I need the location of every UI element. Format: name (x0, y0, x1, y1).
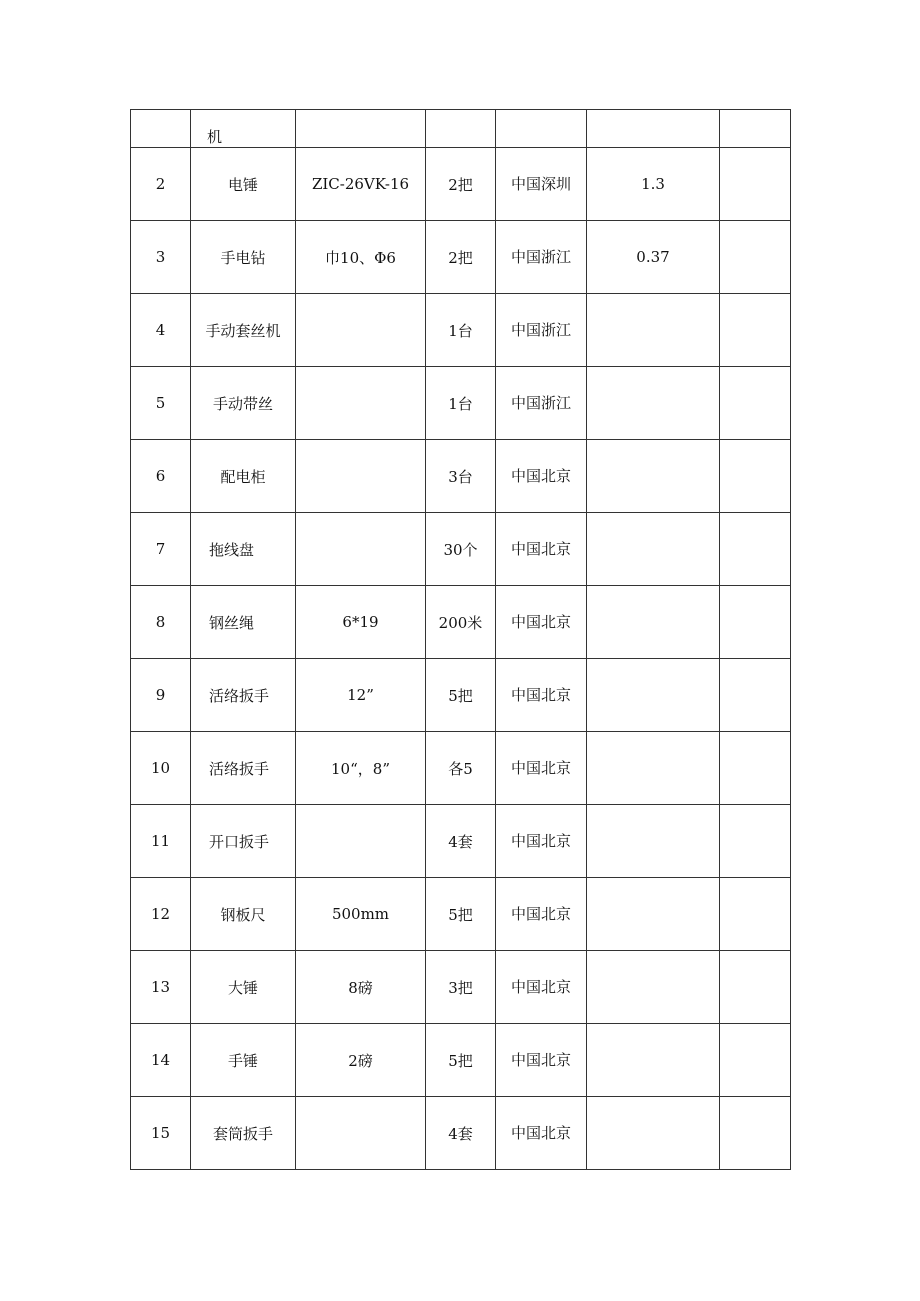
cell-power (587, 110, 720, 148)
cell-spec (296, 440, 426, 513)
cell-origin: 中国深圳 (496, 148, 587, 221)
cell-name: 钢丝绳 (191, 586, 296, 659)
cell-spec: 10“，8” (296, 732, 426, 805)
cell-note (720, 221, 791, 294)
cell-qty: 5把 (426, 1024, 496, 1097)
cell-origin: 中国北京 (496, 1024, 587, 1097)
cell-origin (496, 110, 587, 148)
cell-power (587, 805, 720, 878)
cell-spec (296, 294, 426, 367)
cell-qty: 2把 (426, 148, 496, 221)
cell-name: 手电钻 (191, 221, 296, 294)
table-row (131, 513, 791, 586)
table-row (131, 367, 791, 440)
cell-qty: 5把 (426, 659, 496, 732)
cell-origin: 中国浙江 (496, 367, 587, 440)
cell-name: 活络扳手 (191, 732, 296, 805)
cell-power (587, 951, 720, 1024)
cell-spec: 500mm (296, 878, 426, 951)
cell-no: 13 (131, 951, 191, 1024)
cell-name: 手锤 (191, 1024, 296, 1097)
cell-power (587, 878, 720, 951)
cell-note (720, 110, 791, 148)
table-row (131, 440, 791, 513)
cell-note (720, 440, 791, 513)
cell-qty: 1台 (426, 294, 496, 367)
cell-no: 3 (131, 221, 191, 294)
cell-no: 6 (131, 440, 191, 513)
table-row (131, 732, 791, 805)
cell-spec (296, 110, 426, 148)
cell-no: 12 (131, 878, 191, 951)
cell-power (587, 659, 720, 732)
cell-note (720, 1024, 791, 1097)
cell-qty: 30个 (426, 513, 496, 586)
table-row (131, 1097, 791, 1170)
cell-note (720, 805, 791, 878)
cell-origin: 中国浙江 (496, 294, 587, 367)
cell-note (720, 148, 791, 221)
cell-name: 开口扳手 (191, 805, 296, 878)
cell-no: 15 (131, 1097, 191, 1170)
cell-name: 配电柜 (191, 440, 296, 513)
cell-qty (426, 110, 496, 148)
cell-note (720, 878, 791, 951)
cell-name: 手动带丝 (191, 367, 296, 440)
cell-qty: 200米 (426, 586, 496, 659)
cell-power (587, 1097, 720, 1170)
cell-power (587, 294, 720, 367)
cell-note (720, 294, 791, 367)
cell-no: 4 (131, 294, 191, 367)
cell-no: 8 (131, 586, 191, 659)
cell-origin: 中国北京 (496, 440, 587, 513)
cell-origin: 中国北京 (496, 1097, 587, 1170)
cell-origin: 中国北京 (496, 805, 587, 878)
cell-qty: 2把 (426, 221, 496, 294)
cell-no (131, 110, 191, 148)
table-row (131, 148, 791, 221)
equipment-table (130, 109, 791, 1170)
cell-note (720, 513, 791, 586)
cell-origin: 中国北京 (496, 951, 587, 1024)
cell-no: 5 (131, 367, 191, 440)
cell-qty: 4套 (426, 805, 496, 878)
cell-name: 套筒扳手 (191, 1097, 296, 1170)
cell-spec: 8磅 (296, 951, 426, 1024)
cell-spec: 巾10、Φ6 (296, 221, 426, 294)
cell-no: 2 (131, 148, 191, 221)
table-row-continuation (131, 110, 791, 148)
table-row (131, 659, 791, 732)
cell-spec: ZIC-26VK-16 (296, 148, 426, 221)
table-row (131, 294, 791, 367)
cell-no: 11 (131, 805, 191, 878)
cell-note (720, 951, 791, 1024)
table-row (131, 221, 791, 294)
cell-note (720, 659, 791, 732)
table-row (131, 878, 791, 951)
cell-note (720, 367, 791, 440)
cell-spec (296, 513, 426, 586)
table-row (131, 805, 791, 878)
cell-qty: 3台 (426, 440, 496, 513)
cell-name: 活络扳手 (191, 659, 296, 732)
cell-qty: 1台 (426, 367, 496, 440)
cell-name: 钢板尺 (191, 878, 296, 951)
cell-qty: 5把 (426, 878, 496, 951)
cell-name: 机 (191, 110, 296, 148)
cell-name: 手动套丝机 (191, 294, 296, 367)
cell-name: 拖线盘 (191, 513, 296, 586)
cell-origin: 中国北京 (496, 878, 587, 951)
cell-power (587, 367, 720, 440)
cell-power: 1.3 (587, 148, 720, 221)
cell-name: 电锤 (191, 148, 296, 221)
cell-note (720, 586, 791, 659)
cell-spec (296, 1097, 426, 1170)
cell-power (587, 440, 720, 513)
cell-spec (296, 367, 426, 440)
cell-note (720, 732, 791, 805)
cell-no: 7 (131, 513, 191, 586)
cell-qty: 3把 (426, 951, 496, 1024)
cell-spec: 2磅 (296, 1024, 426, 1097)
cell-spec (296, 805, 426, 878)
cell-spec: 6*19 (296, 586, 426, 659)
cell-power (587, 732, 720, 805)
cell-origin: 中国浙江 (496, 221, 587, 294)
cell-power (587, 513, 720, 586)
cell-qty: 4套 (426, 1097, 496, 1170)
cell-note (720, 1097, 791, 1170)
cell-no: 9 (131, 659, 191, 732)
cell-no: 10 (131, 732, 191, 805)
cell-origin: 中国北京 (496, 732, 587, 805)
cell-spec: 12” (296, 659, 426, 732)
cell-qty: 各5 (426, 732, 496, 805)
cell-origin: 中国北京 (496, 659, 587, 732)
cell-name: 大锤 (191, 951, 296, 1024)
cell-power: 0.37 (587, 221, 720, 294)
table-row (131, 951, 791, 1024)
cell-origin: 中国北京 (496, 513, 587, 586)
cell-no: 14 (131, 1024, 191, 1097)
cell-power (587, 586, 720, 659)
table-row (131, 586, 791, 659)
table-row (131, 1024, 791, 1097)
cell-power (587, 1024, 720, 1097)
cell-origin: 中国北京 (496, 586, 587, 659)
